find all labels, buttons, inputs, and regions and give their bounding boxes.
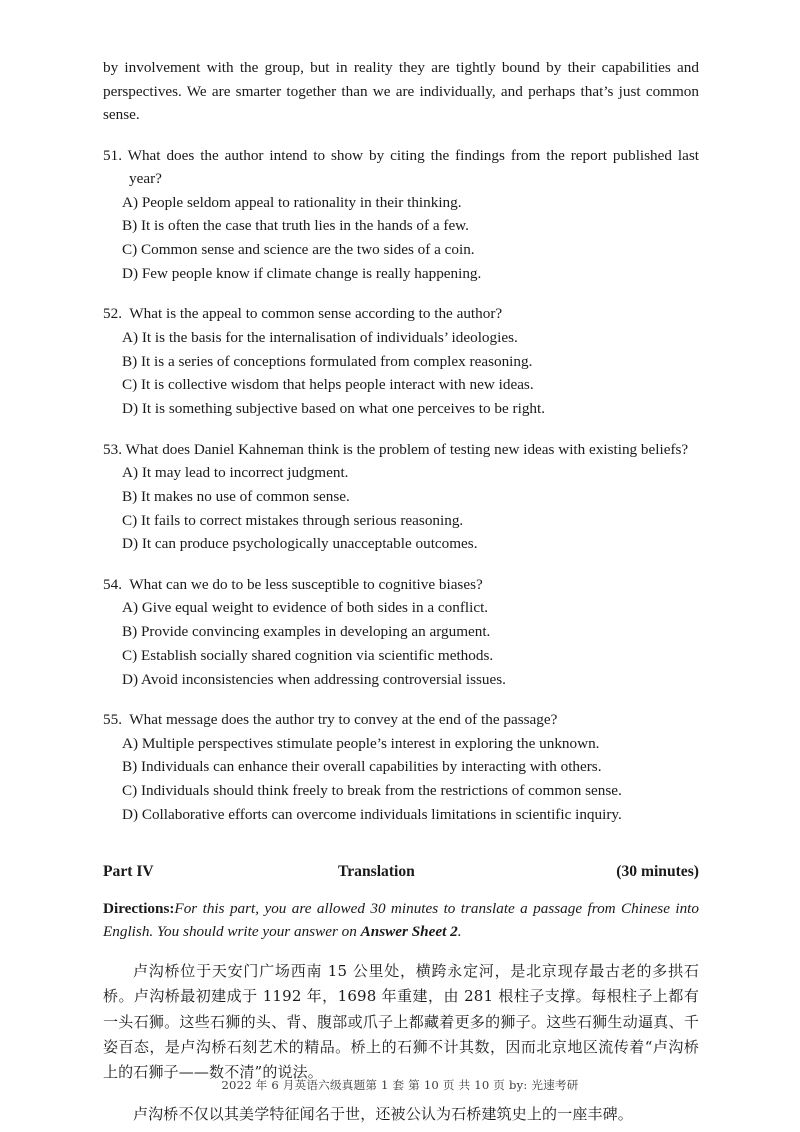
question-stem-54: 54. What can we do to be less susceptible to cognitive biases?	[103, 575, 483, 593]
translation-passage-paragraph-1: 卢沟桥位于天安门广场西南 15 公里处，横跨永定河，是北京现存最古老的多拱石桥。卢沟桥最初建成于 1192 年，1698 年重建，由 281 根柱子支撑。每根柱子上都有一头石狮。这些石狮的头、背、腹部或爪子上都藏着更多的狮子。这些石狮生动逼真、千姿百态，是卢沟桥石刻艺术的精品。桥上的石狮不计其数，因而北京地区流传着“卢沟桥上的石狮子——数不清”的说法。	[103, 961, 699, 1082]
translation-passage-paragraph-2: 卢沟桥不仅以其美学特征闻名于世，还被公认为石桥建筑史上的一座丰碑。	[133, 1104, 633, 1123]
question-block-54	[103, 573, 699, 691]
question-stem-55: 55. What message does the author try to convey at the end of the passage?	[103, 711, 558, 729]
part-label: Part IV	[103, 862, 154, 880]
part-time-allowance: (30 minutes)	[616, 862, 699, 880]
option-54-a[interactable]: A) Give equal weight to evidence of both sides in a conflict.	[122, 599, 489, 617]
option-53-b[interactable]: B) It makes no use of common sense.	[122, 487, 350, 505]
option-53-c[interactable]: C) It fails to correct mistakes through serious reasoning.	[122, 511, 464, 529]
directions-paragraph	[103, 897, 699, 944]
directions-body: For this part, you are allowed 30 minutes to translate a passage from Chinese into English. You should write your answer on	[103, 899, 699, 941]
part-header	[103, 863, 699, 881]
question-block-55	[103, 708, 699, 826]
option-52-b[interactable]: B) It is a series of conceptions formulated from complex reasoning.	[122, 352, 533, 370]
question-block-53	[103, 438, 699, 556]
option-55-a[interactable]: A) Multiple perspectives stimulate people’s interest in exploring the unknown.	[122, 734, 600, 752]
question-stem-52: 52. What is the appeal to common sense according to the author?	[103, 305, 503, 323]
answer-sheet-reference: Answer Sheet 2	[360, 923, 458, 941]
option-54-d[interactable]: D) Avoid inconsistencies when addressing controversial issues.	[122, 670, 506, 688]
question-block-52	[103, 302, 699, 420]
option-53-d[interactable]: D) It can produce psychologically unacceptable outcomes.	[122, 535, 478, 553]
option-51-a[interactable]: A) People seldom appeal to rationality in their thinking.	[122, 193, 462, 211]
question-stem-53: 53. What does Daniel Kahneman think is the problem of testing new ideas with existing beliefs?	[103, 440, 689, 458]
page-footer: 2022 年 6 月英语六级真题第 1 套 第 10 页 共 10 页 by: 光速考研	[221, 1078, 579, 1092]
directions-end: .	[457, 923, 462, 941]
page-content	[103, 56, 703, 1127]
part-title: Translation	[338, 862, 415, 880]
option-52-d[interactable]: D) It is something subjective based on what one perceives to be right.	[122, 399, 546, 417]
directions-label: Directions:	[103, 899, 175, 917]
option-52-c[interactable]: C) It is collective wisdom that helps people interact with new ideas.	[122, 376, 534, 394]
option-52-a[interactable]: A) It is the basis for the internalisation of individuals’ ideologies.	[122, 328, 518, 346]
option-51-c[interactable]: C) Common sense and science are the two sides of a coin.	[122, 240, 475, 258]
option-54-b[interactable]: B) Provide convincing examples in developing an argument.	[122, 623, 491, 641]
option-55-b[interactable]: B) Individuals can enhance their overall capabilities by interacting with others.	[122, 758, 602, 776]
option-54-c[interactable]: C) Establish socially shared cognition via scientific methods.	[122, 646, 494, 664]
option-51-d[interactable]: D) Few people know if climate change is really happening.	[122, 264, 482, 282]
intro-paragraph: by involvement with the group, but in reality they are tightly bound by their capabilities and perspectives. We are smarter together than we are individually, and perhaps that’s just common sense.	[103, 59, 699, 123]
option-51-b[interactable]: B) It is often the case that truth lies in the hands of a few.	[122, 217, 469, 235]
option-53-a[interactable]: A) It may lead to incorrect judgment.	[122, 464, 349, 482]
option-55-c[interactable]: C) Individuals should think freely to break from the restrictions of common sense.	[122, 782, 622, 800]
option-55-d[interactable]: D) Collaborative efforts can overcome individuals limitations in scientific inquiry.	[122, 805, 622, 823]
question-stem-51: 51. What does the author intend to show by citing the findings from the report published last year?	[103, 146, 703, 187]
question-block-51	[103, 144, 703, 286]
